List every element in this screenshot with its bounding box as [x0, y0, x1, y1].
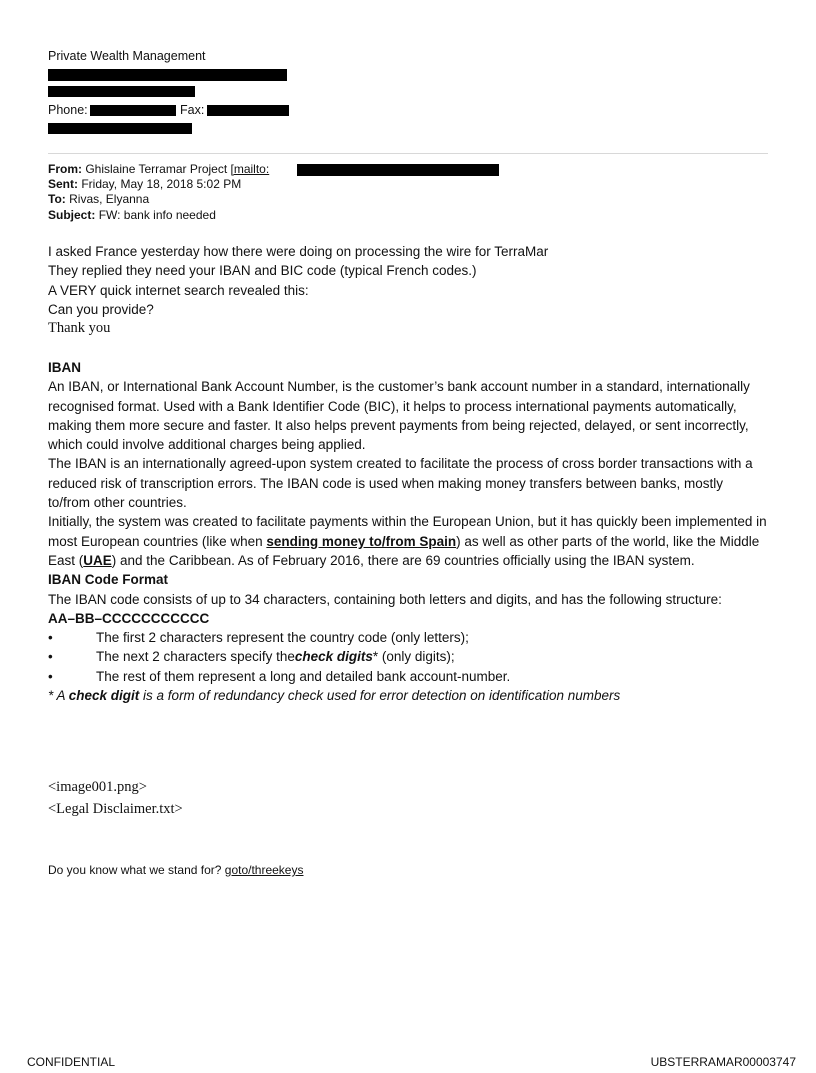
footer-confidential: CONFIDENTIAL — [27, 1055, 116, 1069]
separator-line — [48, 153, 768, 154]
list-item — [48, 667, 768, 686]
bullet-text-part: * (only digits); — [372, 649, 455, 665]
paragraph-text: ) as well as other parts of the world, like the Middle East ( — [48, 533, 760, 568]
bullet-text: The first 2 characters represent the country code (only letters); — [96, 630, 469, 646]
check-digits-emphasis: check digits — [294, 649, 373, 665]
mailto-link[interactable]: [mailto: — [230, 162, 270, 176]
attachments — [48, 776, 183, 820]
bullet-icon: • — [48, 630, 53, 646]
uae-link[interactable]: UAE — [83, 552, 112, 568]
redaction-bar — [207, 105, 289, 116]
message-body — [48, 242, 768, 338]
tagline-text: Do you know what we stand for? — [48, 863, 225, 877]
iban-paragraph — [48, 512, 768, 570]
phone-label: Phone: — [48, 103, 88, 117]
list-item — [48, 647, 768, 666]
iban-paragraph: An IBAN, or International Bank Account Number, is the customer’s bank account number in a standard, internationally recognised format. Used with a Bank Identifier Code (BIC), it helps to process international payments automatically, making them more secure and faster. It also helps prevent payments from being rejected, delayed, or sent incorrectly, which could involve additional charges being applied. — [48, 379, 750, 453]
footnote-text: * A — [48, 688, 69, 704]
redaction-bar — [297, 164, 499, 176]
paragraph-text: ) and the Caribbean. As of February 2016, there are 69 countries officially using the IBAN system. — [111, 552, 695, 568]
footnote-text: is a form of redundancy check used for error detection on identification numbers — [139, 688, 621, 704]
threekeys-link[interactable]: goto/threekeys — [224, 863, 304, 877]
iban-format-code: AA–BB–CCCCCCCCCCC — [48, 610, 210, 626]
tagline — [48, 863, 303, 877]
email-sent-row — [48, 177, 241, 192]
list-item — [48, 628, 768, 647]
iban-paragraph: The IBAN is an internationally agreed-upon system created to facilitate the process of cross border transactions with a reduced risk of transcription errors. The IBAN code is used when making money transfers between banks, mostly to/from other countries. — [48, 456, 753, 511]
bullet-icon: • — [48, 668, 53, 684]
signature-phone-row — [48, 101, 88, 119]
message-line: Can you provide? — [48, 301, 154, 317]
bullet-text — [96, 647, 455, 666]
fax-label: Fax: — [180, 103, 205, 117]
message-line: I asked France yesterday how there were doing on processing the wire for TerraMar — [48, 244, 549, 259]
sent-label: Sent: — [48, 177, 78, 191]
footnote — [48, 686, 768, 705]
subject-value: FW: bank info needed — [98, 208, 216, 222]
signature-org: Private Wealth Management — [48, 49, 206, 63]
bullet-text-part: The next 2 characters specify the — [96, 649, 295, 665]
paragraph-text: Initially, the system was created to facilitate payments within the European Union, but it has quickly been implemented in most European countries (like when — [48, 514, 767, 549]
attachment-disclaimer[interactable]: <Legal Disclaimer.txt> — [48, 801, 183, 817]
to-value: Rivas, Elyanna — [69, 192, 150, 206]
bullet-text: The rest of them represent a long and detailed bank account-number. — [96, 668, 511, 684]
to-label: To: — [48, 192, 66, 206]
spain-link[interactable]: sending money to/from Spain — [266, 533, 457, 549]
redaction-bar — [48, 69, 287, 81]
attachment-image[interactable]: <image001.png> — [48, 779, 147, 795]
iban-section — [48, 358, 768, 705]
email-to-row — [48, 192, 149, 207]
redaction-bar — [48, 86, 195, 97]
redaction-bar — [90, 105, 176, 116]
footnote-emphasis: check digit — [68, 688, 140, 704]
subject-label: Subject: — [48, 208, 96, 222]
email-from-row — [48, 162, 269, 177]
message-line: Thank you — [48, 320, 111, 337]
sent-value: Friday, May 18, 2018 5:02 PM — [81, 177, 242, 191]
message-line: A VERY quick internet search revealed this: — [48, 282, 309, 298]
footer-bates-number: UBSTERRAMAR00003747 — [650, 1055, 796, 1069]
from-label: From: — [48, 162, 82, 176]
message-line: They replied they need your IBAN and BIC code (typical French codes.) — [48, 263, 477, 279]
iban-title: IBAN — [48, 360, 81, 375]
email-subject-row — [48, 208, 216, 223]
iban-format-paragraph: The IBAN code consists of up to 34 characters, containing both letters and digits, and has the following structure: — [48, 591, 722, 607]
redaction-bar — [48, 123, 192, 134]
from-value: Ghislaine Terramar Project — [85, 162, 231, 176]
bullet-icon: • — [48, 649, 53, 665]
iban-format-title: IBAN Code Format — [48, 572, 169, 588]
